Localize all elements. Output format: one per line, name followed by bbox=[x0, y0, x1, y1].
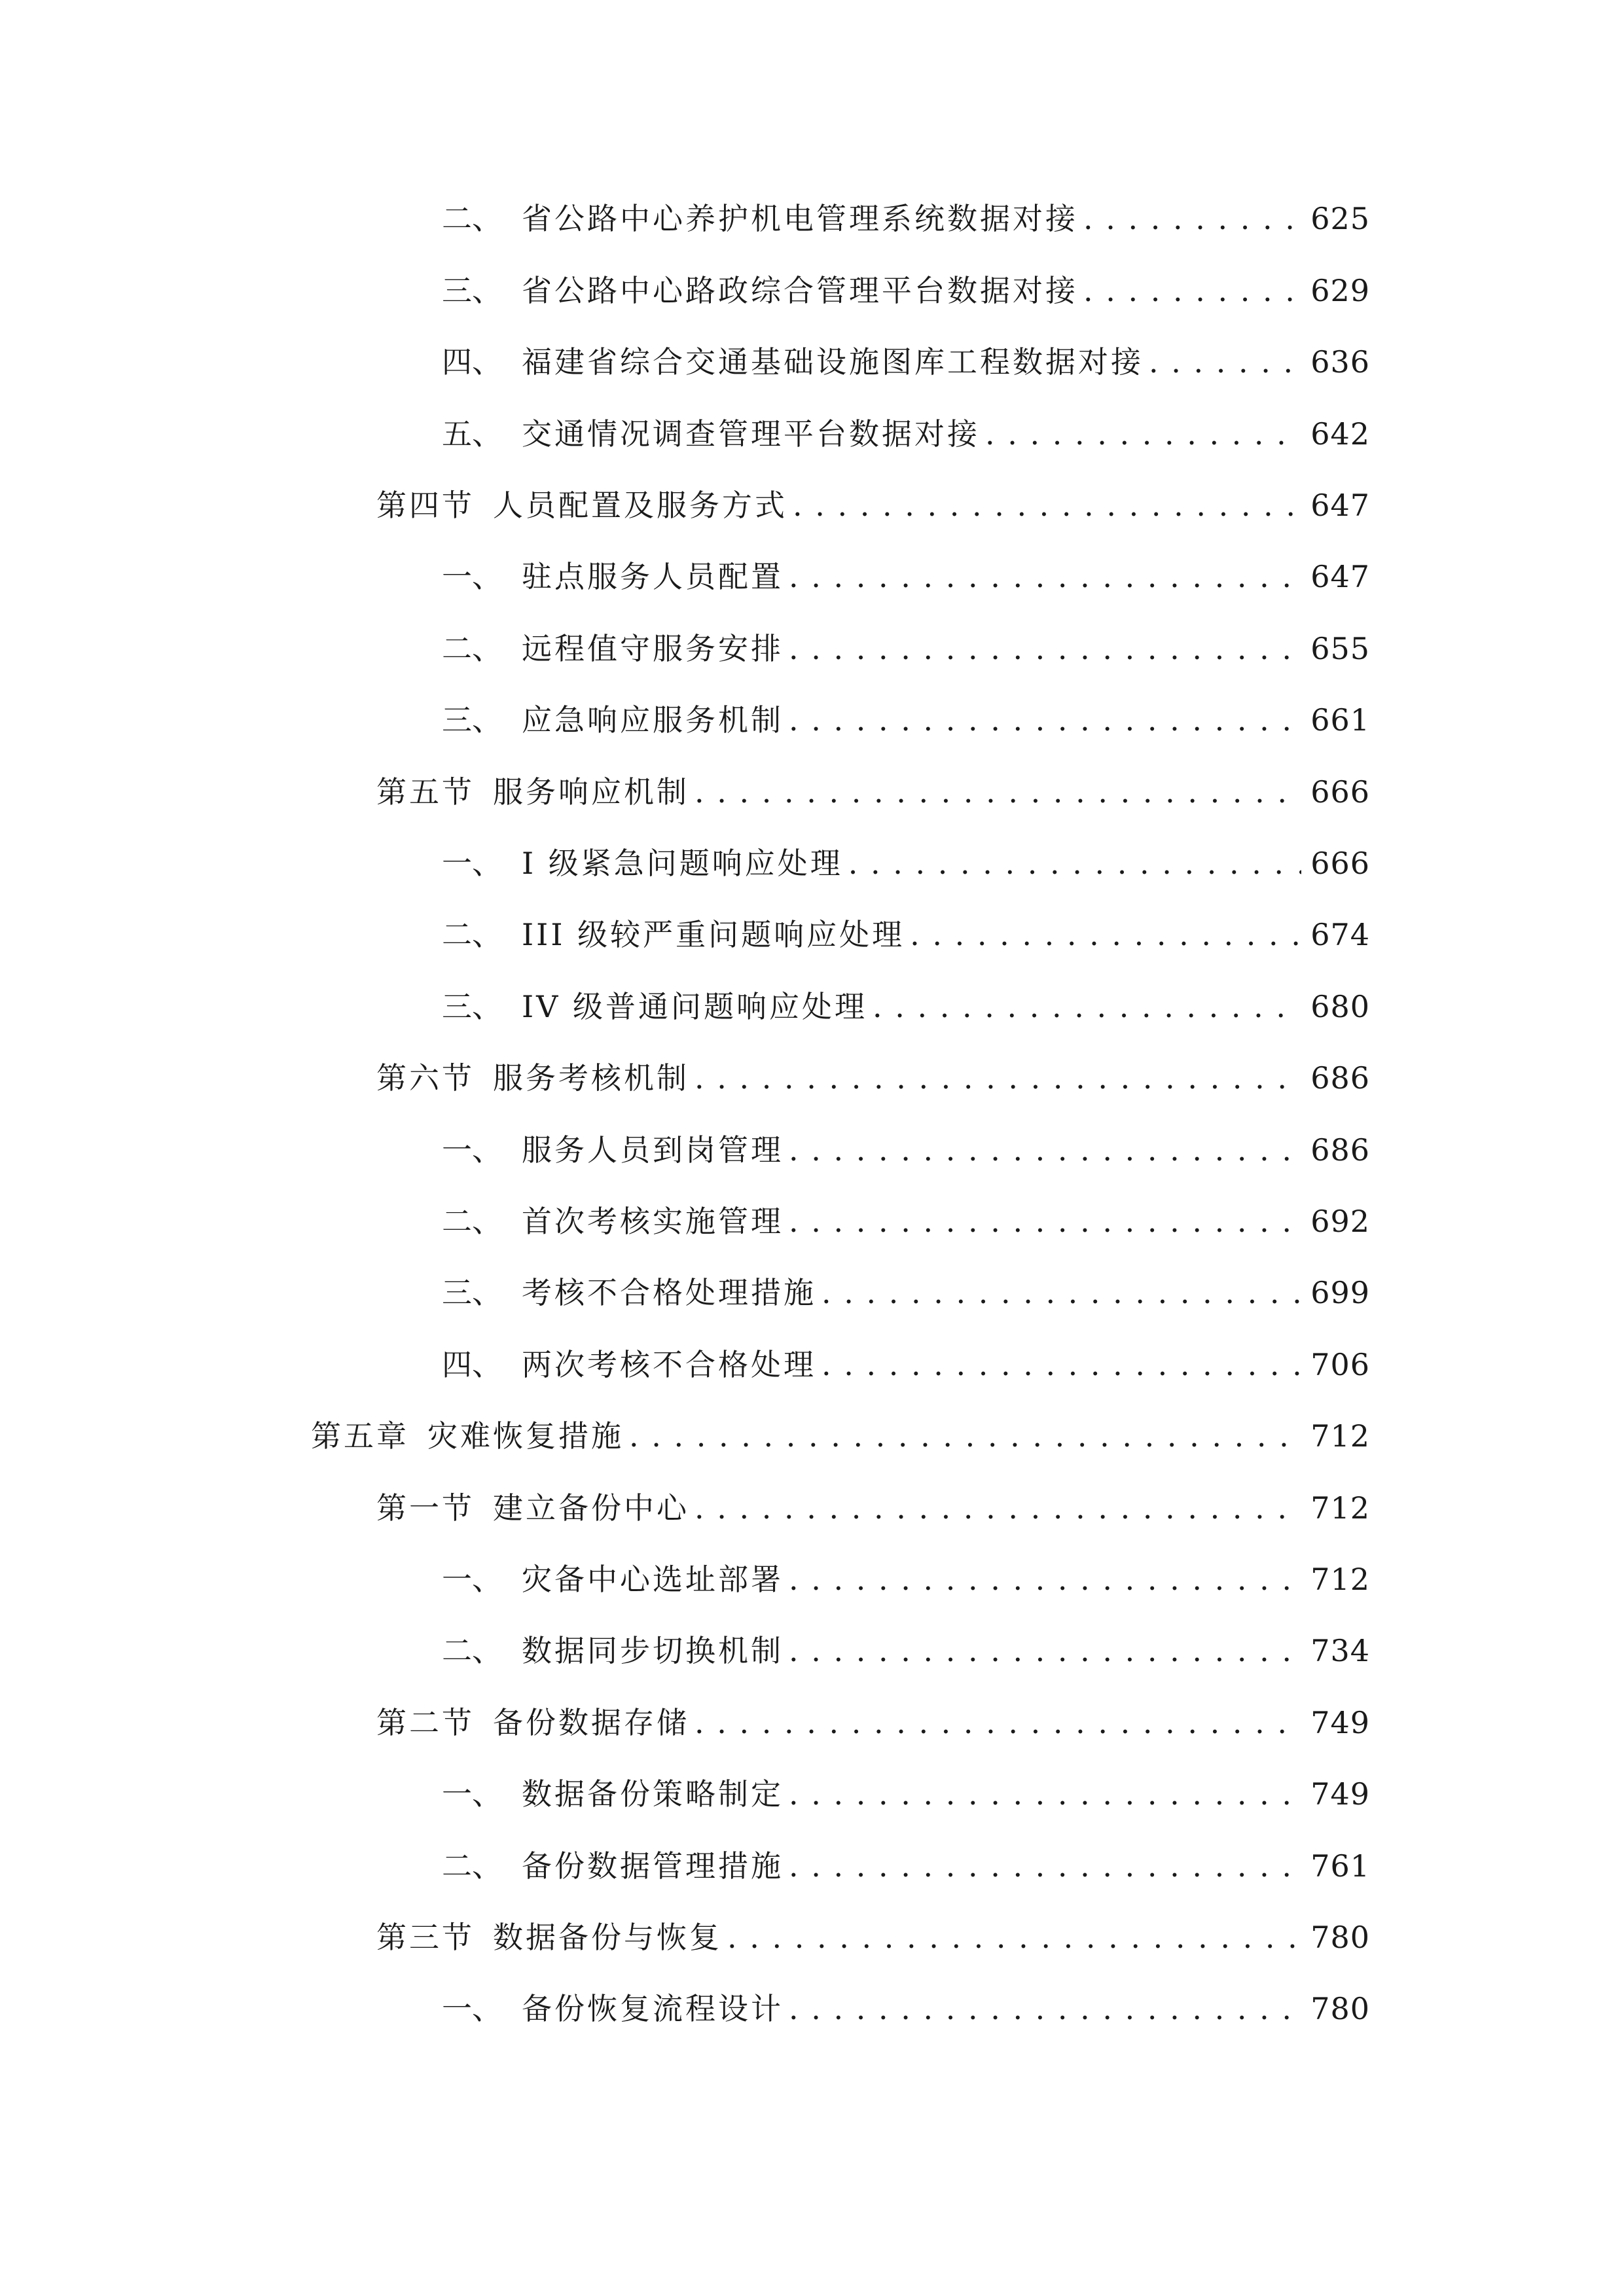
toc-entry-title: I 级紧急问题响应处理 bbox=[522, 846, 843, 881]
toc-entry-number: 三、 bbox=[442, 702, 502, 738]
toc-entry-number: 三、 bbox=[442, 1275, 502, 1310]
toc-entry[interactable] bbox=[442, 980, 1370, 1033]
toc-entry[interactable] bbox=[442, 1553, 1370, 1605]
toc-entry-number: 二、 bbox=[442, 1848, 502, 1884]
toc-dot-leader bbox=[873, 980, 1301, 1033]
toc-dot-leader bbox=[821, 1266, 1301, 1319]
toc-section-label: 第三节 bbox=[376, 1920, 475, 1955]
toc-dot-leader bbox=[821, 1338, 1301, 1391]
toc-entry-number: 一、 bbox=[442, 559, 502, 594]
toc-entry-number: 三、 bbox=[442, 989, 502, 1024]
toc-dot-leader bbox=[789, 1768, 1301, 1820]
toc-entry-title: 考核不合格处理措施 bbox=[522, 1275, 816, 1310]
toc-entry-page: 629 bbox=[1310, 273, 1370, 308]
toc-section-entry[interactable] bbox=[376, 1696, 1370, 1749]
toc-entry-number: 二、 bbox=[442, 631, 502, 666]
toc-entry-title: 应急响应服务机制 bbox=[522, 702, 784, 738]
toc-entry-number: 一、 bbox=[442, 1991, 502, 2026]
toc-dot-leader bbox=[695, 1696, 1301, 1749]
toc-dot-leader bbox=[789, 694, 1301, 746]
toc-entry-number: 四、 bbox=[442, 1347, 502, 1382]
toc-dot-leader bbox=[695, 766, 1301, 818]
toc-entry-title: 省公路中心路政综合管理平台数据对接 bbox=[522, 273, 1078, 308]
toc-entry-page: 655 bbox=[1310, 631, 1370, 666]
toc-entry-title: 灾备中心选址部署 bbox=[522, 1562, 784, 1597]
toc-entry-page: 706 bbox=[1310, 1347, 1370, 1382]
toc-entry-title: 两次考核不合格处理 bbox=[522, 1347, 816, 1382]
toc-entry-number: 四、 bbox=[442, 344, 502, 380]
toc-dot-leader bbox=[848, 837, 1301, 889]
toc-chapter-label: 第五章 bbox=[311, 1418, 409, 1454]
toc-section-entry[interactable] bbox=[376, 1911, 1370, 1964]
toc-entry-page: 692 bbox=[1310, 1204, 1370, 1239]
toc-dot-leader bbox=[789, 1624, 1301, 1677]
toc-entry-title: 服务人员到岗管理 bbox=[522, 1132, 784, 1168]
toc-entry-title: 数据同步切换机制 bbox=[522, 1633, 784, 1668]
toc-entry[interactable] bbox=[442, 837, 1370, 889]
toc-entry-page: 666 bbox=[1310, 846, 1370, 881]
toc-dot-leader bbox=[789, 1553, 1301, 1605]
toc-entry-page: 625 bbox=[1310, 201, 1370, 236]
toc-section-label: 第五节 bbox=[376, 774, 475, 810]
toc-chapter-entry[interactable] bbox=[311, 1410, 1370, 1462]
toc-entry-title: 备份数据存储 bbox=[493, 1705, 689, 1740]
toc-entry-number: 一、 bbox=[442, 846, 502, 881]
toc-entry-title: 服务考核机制 bbox=[493, 1060, 689, 1096]
toc-dot-leader bbox=[1149, 336, 1301, 388]
toc-section-entry[interactable] bbox=[376, 1482, 1370, 1534]
toc-entry-page: 780 bbox=[1310, 1991, 1370, 2026]
toc-entry-number: 一、 bbox=[442, 1132, 502, 1168]
toc-entry-page: 686 bbox=[1310, 1132, 1370, 1168]
toc-dot-leader bbox=[695, 1052, 1301, 1104]
toc-entry-page: 661 bbox=[1310, 702, 1370, 738]
toc-entry-number: 一、 bbox=[442, 1776, 502, 1812]
toc-entry[interactable] bbox=[442, 1840, 1370, 1892]
toc-entry-title: 服务响应机制 bbox=[493, 774, 689, 810]
toc-entry[interactable] bbox=[442, 622, 1370, 675]
toc-section-entry[interactable] bbox=[376, 1052, 1370, 1104]
toc-dot-leader bbox=[789, 1195, 1301, 1247]
toc-entry-page: 749 bbox=[1310, 1776, 1370, 1812]
toc-entry[interactable] bbox=[442, 1624, 1370, 1677]
toc-entry-page: 761 bbox=[1310, 1848, 1370, 1884]
toc-dot-leader bbox=[789, 1124, 1301, 1176]
toc-entry[interactable] bbox=[442, 1266, 1370, 1319]
toc-entry-title: 福建省综合交通基础设施图库工程数据对接 bbox=[522, 344, 1144, 380]
toc-entry-number: 三、 bbox=[442, 273, 502, 308]
toc-entry-number: 二、 bbox=[442, 1204, 502, 1239]
toc-entry[interactable] bbox=[442, 192, 1370, 245]
toc-section-entry[interactable] bbox=[376, 479, 1370, 531]
toc-dot-leader bbox=[910, 908, 1301, 961]
toc-entry[interactable] bbox=[442, 1195, 1370, 1247]
toc-entry[interactable] bbox=[442, 336, 1370, 388]
toc-dot-leader bbox=[1083, 264, 1301, 317]
toc-entry-page: 734 bbox=[1310, 1633, 1370, 1668]
toc-entry-page: 636 bbox=[1310, 344, 1370, 380]
toc-entry-title: 远程值守服务安排 bbox=[522, 631, 784, 666]
toc-entry-page: 749 bbox=[1310, 1705, 1370, 1740]
toc-section-label: 第四节 bbox=[376, 488, 475, 523]
toc-entry-title: 首次考核实施管理 bbox=[522, 1204, 784, 1239]
toc-entry-page: 642 bbox=[1310, 416, 1370, 452]
toc-entry-page: 666 bbox=[1310, 774, 1370, 810]
toc-dot-leader bbox=[985, 408, 1301, 460]
toc-entry-title: 建立备份中心 bbox=[493, 1490, 689, 1526]
toc-dot-leader bbox=[1083, 192, 1301, 245]
toc-section-label: 第一节 bbox=[376, 1490, 475, 1526]
toc-entry[interactable] bbox=[442, 1768, 1370, 1820]
toc-entry-page: 712 bbox=[1310, 1562, 1370, 1597]
toc-entry-title: 交通情况调查管理平台数据对接 bbox=[522, 416, 980, 452]
toc-entry-page: 647 bbox=[1310, 559, 1370, 594]
toc-entry-title: 备份数据管理措施 bbox=[522, 1848, 784, 1884]
toc-entry-title: 省公路中心养护机电管理系统数据对接 bbox=[522, 201, 1078, 236]
toc-dot-leader bbox=[793, 479, 1301, 531]
toc-entry-page: 699 bbox=[1310, 1275, 1370, 1310]
toc-entry-page: 780 bbox=[1310, 1920, 1370, 1955]
toc-dot-leader bbox=[629, 1410, 1301, 1462]
toc-entry-title: 数据备份策略制定 bbox=[522, 1776, 784, 1812]
toc-entry-page: 680 bbox=[1310, 989, 1370, 1024]
toc-entry-number: 二、 bbox=[442, 917, 502, 952]
toc-entry-title: 数据备份与恢复 bbox=[493, 1920, 722, 1955]
toc-dot-leader bbox=[789, 1840, 1301, 1892]
toc-section-label: 第六节 bbox=[376, 1060, 475, 1096]
toc-entry[interactable] bbox=[442, 1338, 1370, 1391]
toc-entry-number: 二、 bbox=[442, 1633, 502, 1668]
toc-entry-page: 712 bbox=[1310, 1490, 1370, 1526]
toc-entry-number: 一、 bbox=[442, 1562, 502, 1597]
toc-entry[interactable] bbox=[442, 694, 1370, 746]
toc-section-entry[interactable] bbox=[376, 766, 1370, 818]
toc-entry-title: IV 级普通问题响应处理 bbox=[522, 989, 868, 1024]
toc-entry[interactable] bbox=[442, 264, 1370, 317]
toc-entry-number: 二、 bbox=[442, 201, 502, 236]
toc-section-label: 第二节 bbox=[376, 1705, 475, 1740]
toc-entry[interactable] bbox=[442, 1124, 1370, 1176]
toc-entry-title: 备份恢复流程设计 bbox=[522, 1991, 784, 2026]
toc-entry[interactable] bbox=[442, 550, 1370, 603]
toc-entry[interactable] bbox=[442, 908, 1370, 961]
toc-entry[interactable] bbox=[442, 1982, 1370, 2035]
toc-entry-page: 712 bbox=[1310, 1418, 1370, 1454]
toc-entry-page: 647 bbox=[1310, 488, 1370, 523]
toc-dot-leader bbox=[789, 622, 1301, 675]
toc-dot-leader bbox=[789, 1982, 1301, 2035]
toc-dot-leader bbox=[789, 550, 1301, 603]
toc-dot-leader bbox=[695, 1482, 1301, 1534]
toc-dot-leader bbox=[727, 1911, 1301, 1964]
toc-entry-title: 人员配置及服务方式 bbox=[493, 488, 787, 523]
toc-entry-page: 674 bbox=[1310, 917, 1370, 952]
toc-entry-title: 灾难恢复措施 bbox=[427, 1418, 624, 1454]
toc-entry-page: 686 bbox=[1310, 1060, 1370, 1096]
toc-entry-title: 驻点服务人员配置 bbox=[522, 559, 784, 594]
toc-entry-number: 五、 bbox=[442, 416, 502, 452]
toc-entry[interactable] bbox=[442, 408, 1370, 460]
toc-entry-title: III 级较严重问题响应处理 bbox=[522, 917, 905, 952]
